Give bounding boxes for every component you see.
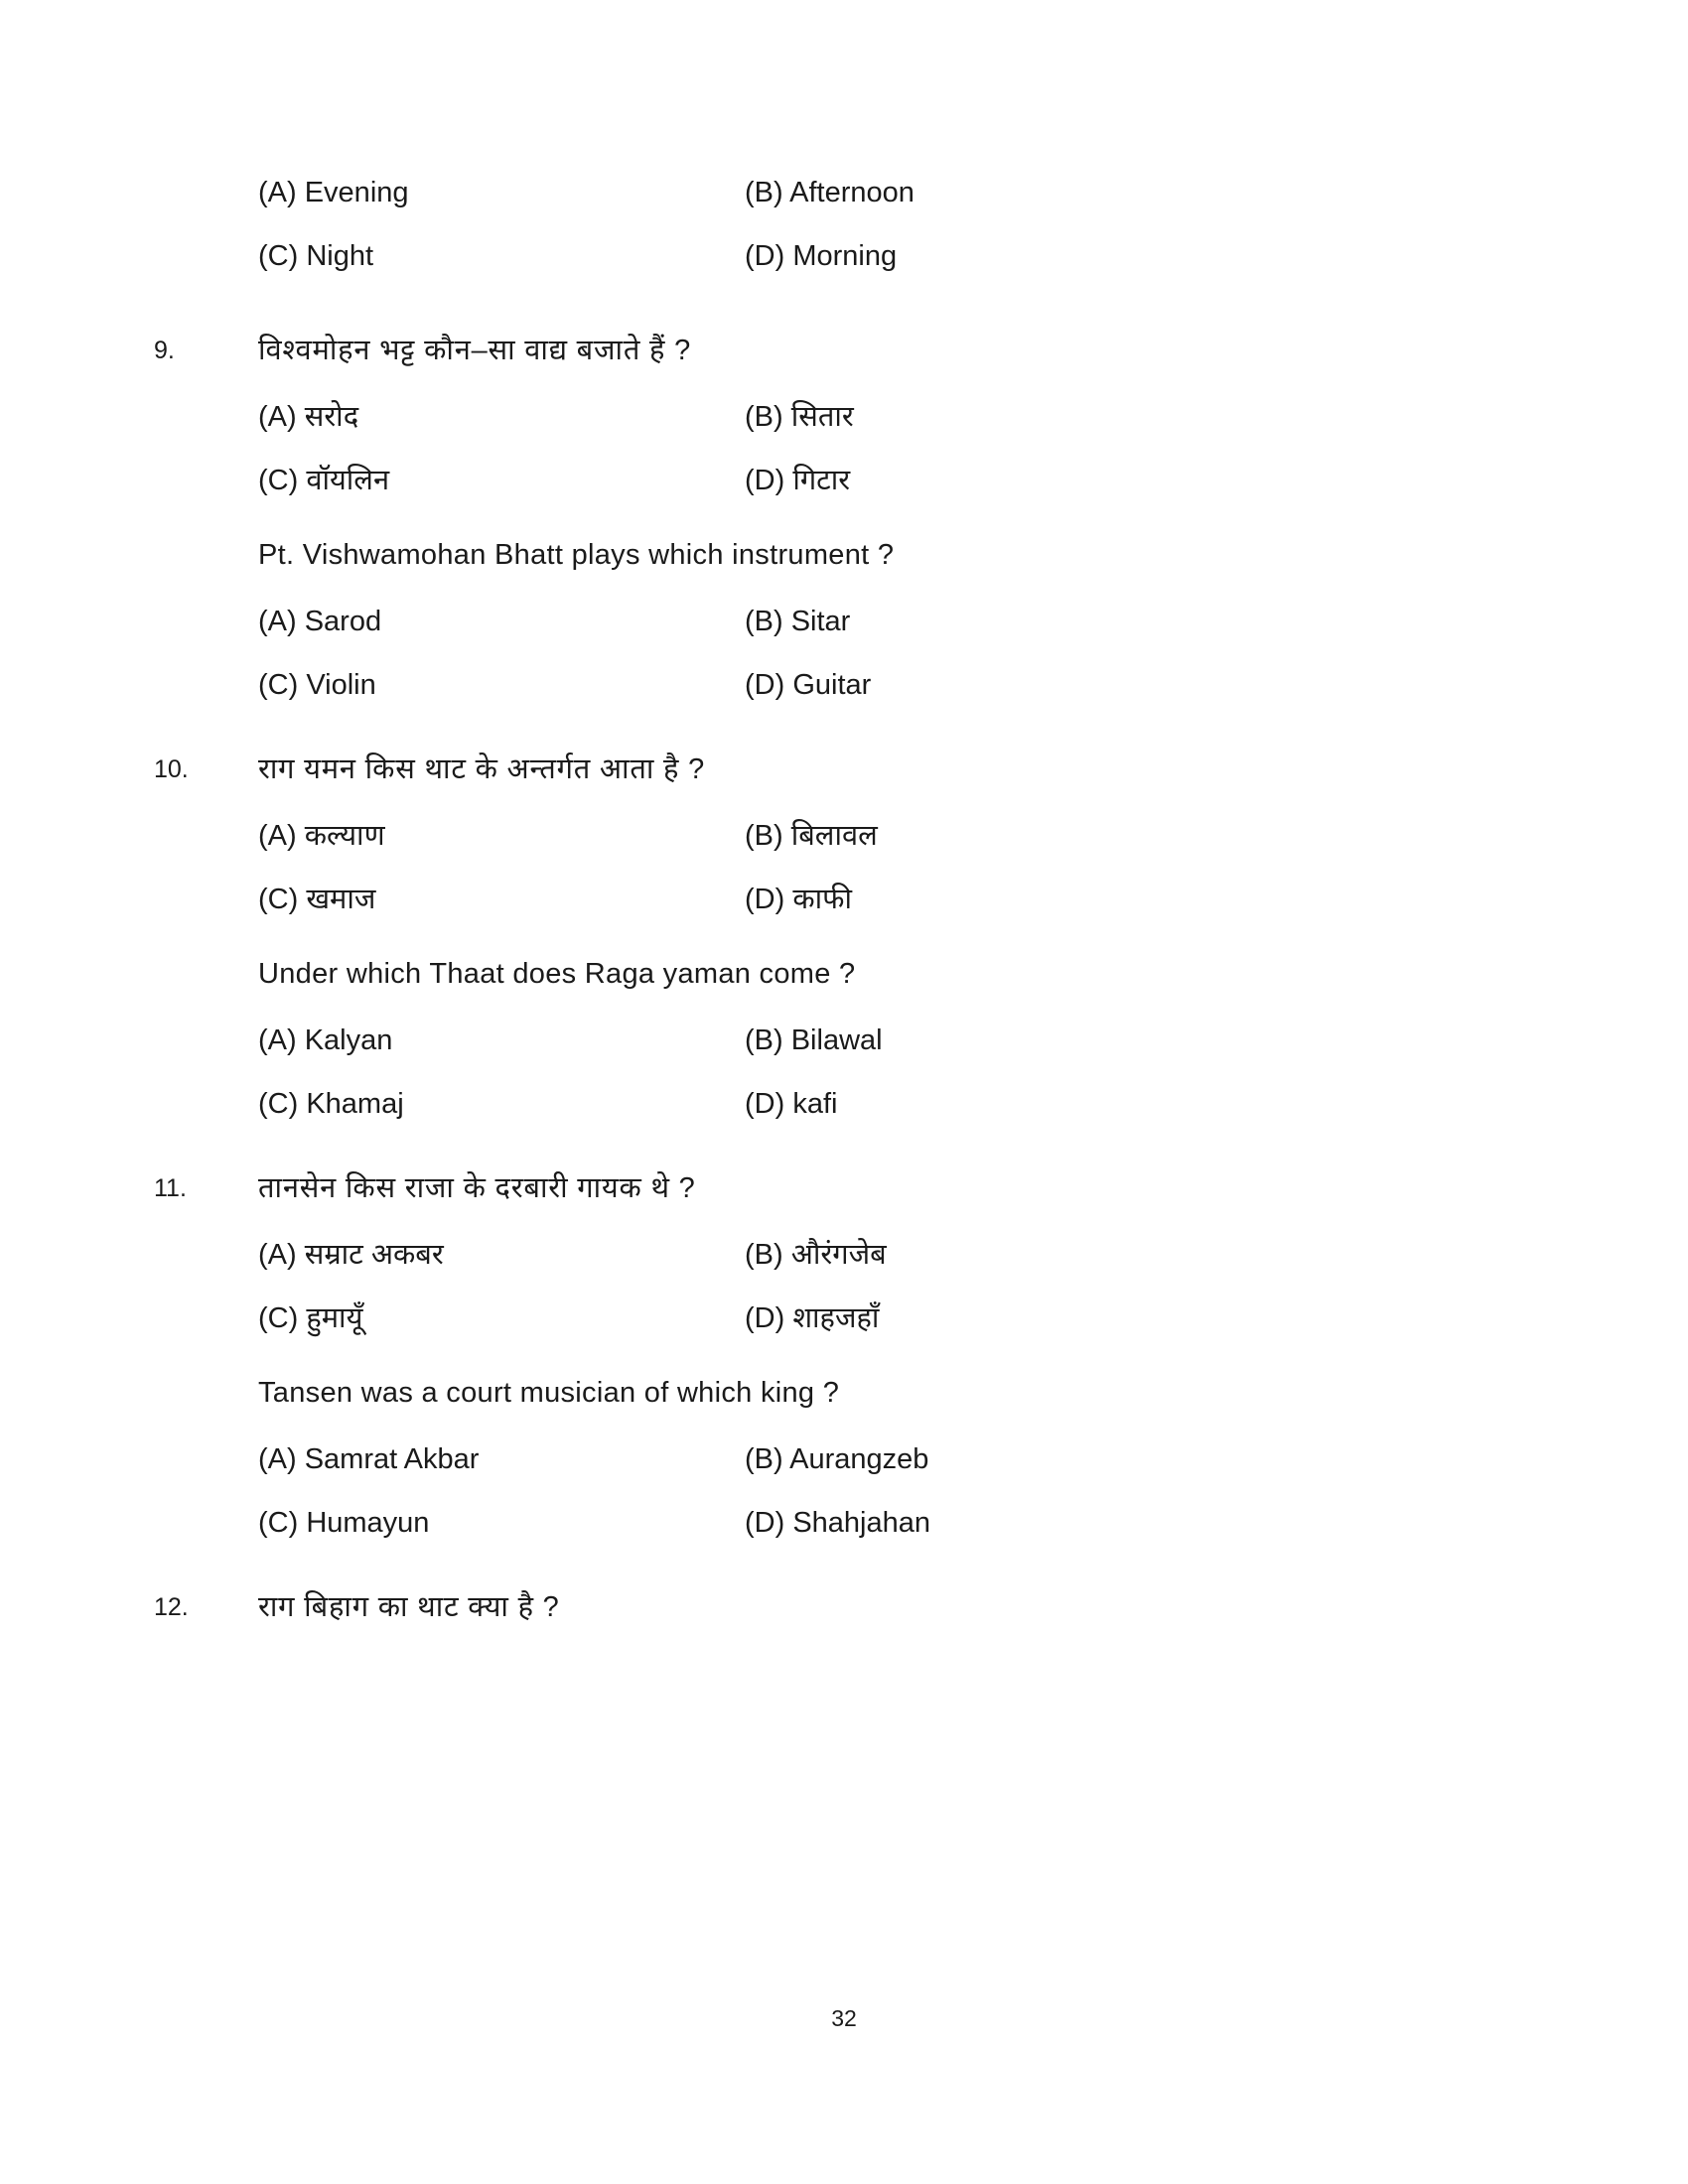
option-d-english: (D) Guitar xyxy=(745,669,872,701)
option-b-english: (B) Aurangzeb xyxy=(745,1443,929,1475)
option-row xyxy=(258,397,1509,437)
option-c-english: (C) Khamaj xyxy=(258,1088,404,1120)
option-c: (C) Night xyxy=(258,240,374,272)
question-number: 12. xyxy=(154,1593,189,1621)
spacer xyxy=(258,1124,1509,1165)
option-b-hindi: (B) औरंगजेब xyxy=(745,1239,887,1271)
option-row xyxy=(258,816,1509,856)
option-row xyxy=(258,1298,1509,1338)
option-row xyxy=(258,880,1509,919)
option-a-hindi: (A) सरोद xyxy=(258,401,359,433)
question-11 xyxy=(154,1165,1509,1543)
option-row xyxy=(258,665,1509,705)
option-row xyxy=(258,1021,1509,1060)
option-d: (D) Morning xyxy=(745,240,898,272)
option-d-hindi: (D) काफी xyxy=(745,884,852,915)
option-c-hindi: (C) हुमायूँ xyxy=(258,1302,363,1334)
option-b-english: (B) Bilawal xyxy=(745,1024,883,1056)
question-text-english: Under which Thaat does Raga yaman come ? xyxy=(258,958,856,990)
option-d-english: (D) Shahjahan xyxy=(745,1507,930,1539)
question-text-english: Pt. Vishwamohan Bhatt plays which instrument ? xyxy=(258,539,895,571)
option-row xyxy=(258,1235,1509,1275)
option-row xyxy=(258,1439,1509,1479)
spacer xyxy=(258,1543,1509,1584)
option-row xyxy=(258,173,1509,212)
option-row xyxy=(258,461,1509,500)
question-number: 10. xyxy=(154,755,189,783)
spacer xyxy=(258,919,1509,951)
option-b-english: (B) Sitar xyxy=(745,606,851,637)
option-a-english: (A) Sarod xyxy=(258,606,382,637)
option-c-english: (C) Humayun xyxy=(258,1507,430,1539)
option-c-hindi: (C) खमाज xyxy=(258,884,376,915)
question-number: 11. xyxy=(154,1174,187,1202)
page-number: 32 xyxy=(831,2005,857,2031)
spacer xyxy=(258,705,1509,747)
question-text-english: Tansen was a court musician of which king ? xyxy=(258,1377,840,1409)
option-row xyxy=(258,1503,1509,1543)
spacer xyxy=(258,500,1509,532)
option-c-hindi: (C) वॉयलिन xyxy=(258,465,390,496)
option-a-hindi: (A) सम्राट अकबर xyxy=(258,1239,444,1271)
question-text-hindi: राग यमन किस थाट के अन्तर्गत आता है ? xyxy=(258,753,706,785)
spacer xyxy=(258,1338,1509,1370)
option-row xyxy=(258,236,1509,276)
continued-question-options xyxy=(258,173,1509,276)
option-d-hindi: (D) शाहजहाँ xyxy=(745,1302,880,1334)
option-a-english: (A) Kalyan xyxy=(258,1024,393,1056)
option-d-english: (D) kafi xyxy=(745,1088,838,1120)
option-b-hindi: (B) सितार xyxy=(745,401,854,433)
option-b-hindi: (B) बिलावल xyxy=(745,820,878,852)
question-9 xyxy=(154,328,1509,705)
option-a-english: (A) Samrat Akbar xyxy=(258,1443,480,1475)
question-text-hindi: विश्वमोहन भट्ट कौन–सा वाद्य बजाते हैं ? xyxy=(258,335,692,366)
option-d-hindi: (D) गिटार xyxy=(745,465,851,496)
question-10 xyxy=(154,747,1509,1124)
question-12 xyxy=(154,1584,1509,1630)
question-text-hindi: राग बिहाग का थाट क्या है ? xyxy=(258,1591,560,1623)
question-text-hindi: तानसेन किस राजा के दरबारी गायक थे ? xyxy=(258,1172,696,1204)
option-a-hindi: (A) कल्याण xyxy=(258,820,385,852)
spacer xyxy=(258,276,1509,328)
option-c-english: (C) Violin xyxy=(258,669,376,701)
option-row xyxy=(258,1084,1509,1124)
option-b: (B) Afternoon xyxy=(745,177,914,208)
option-a: (A) Evening xyxy=(258,177,409,208)
question-number: 9. xyxy=(154,337,175,364)
option-row xyxy=(258,602,1509,641)
